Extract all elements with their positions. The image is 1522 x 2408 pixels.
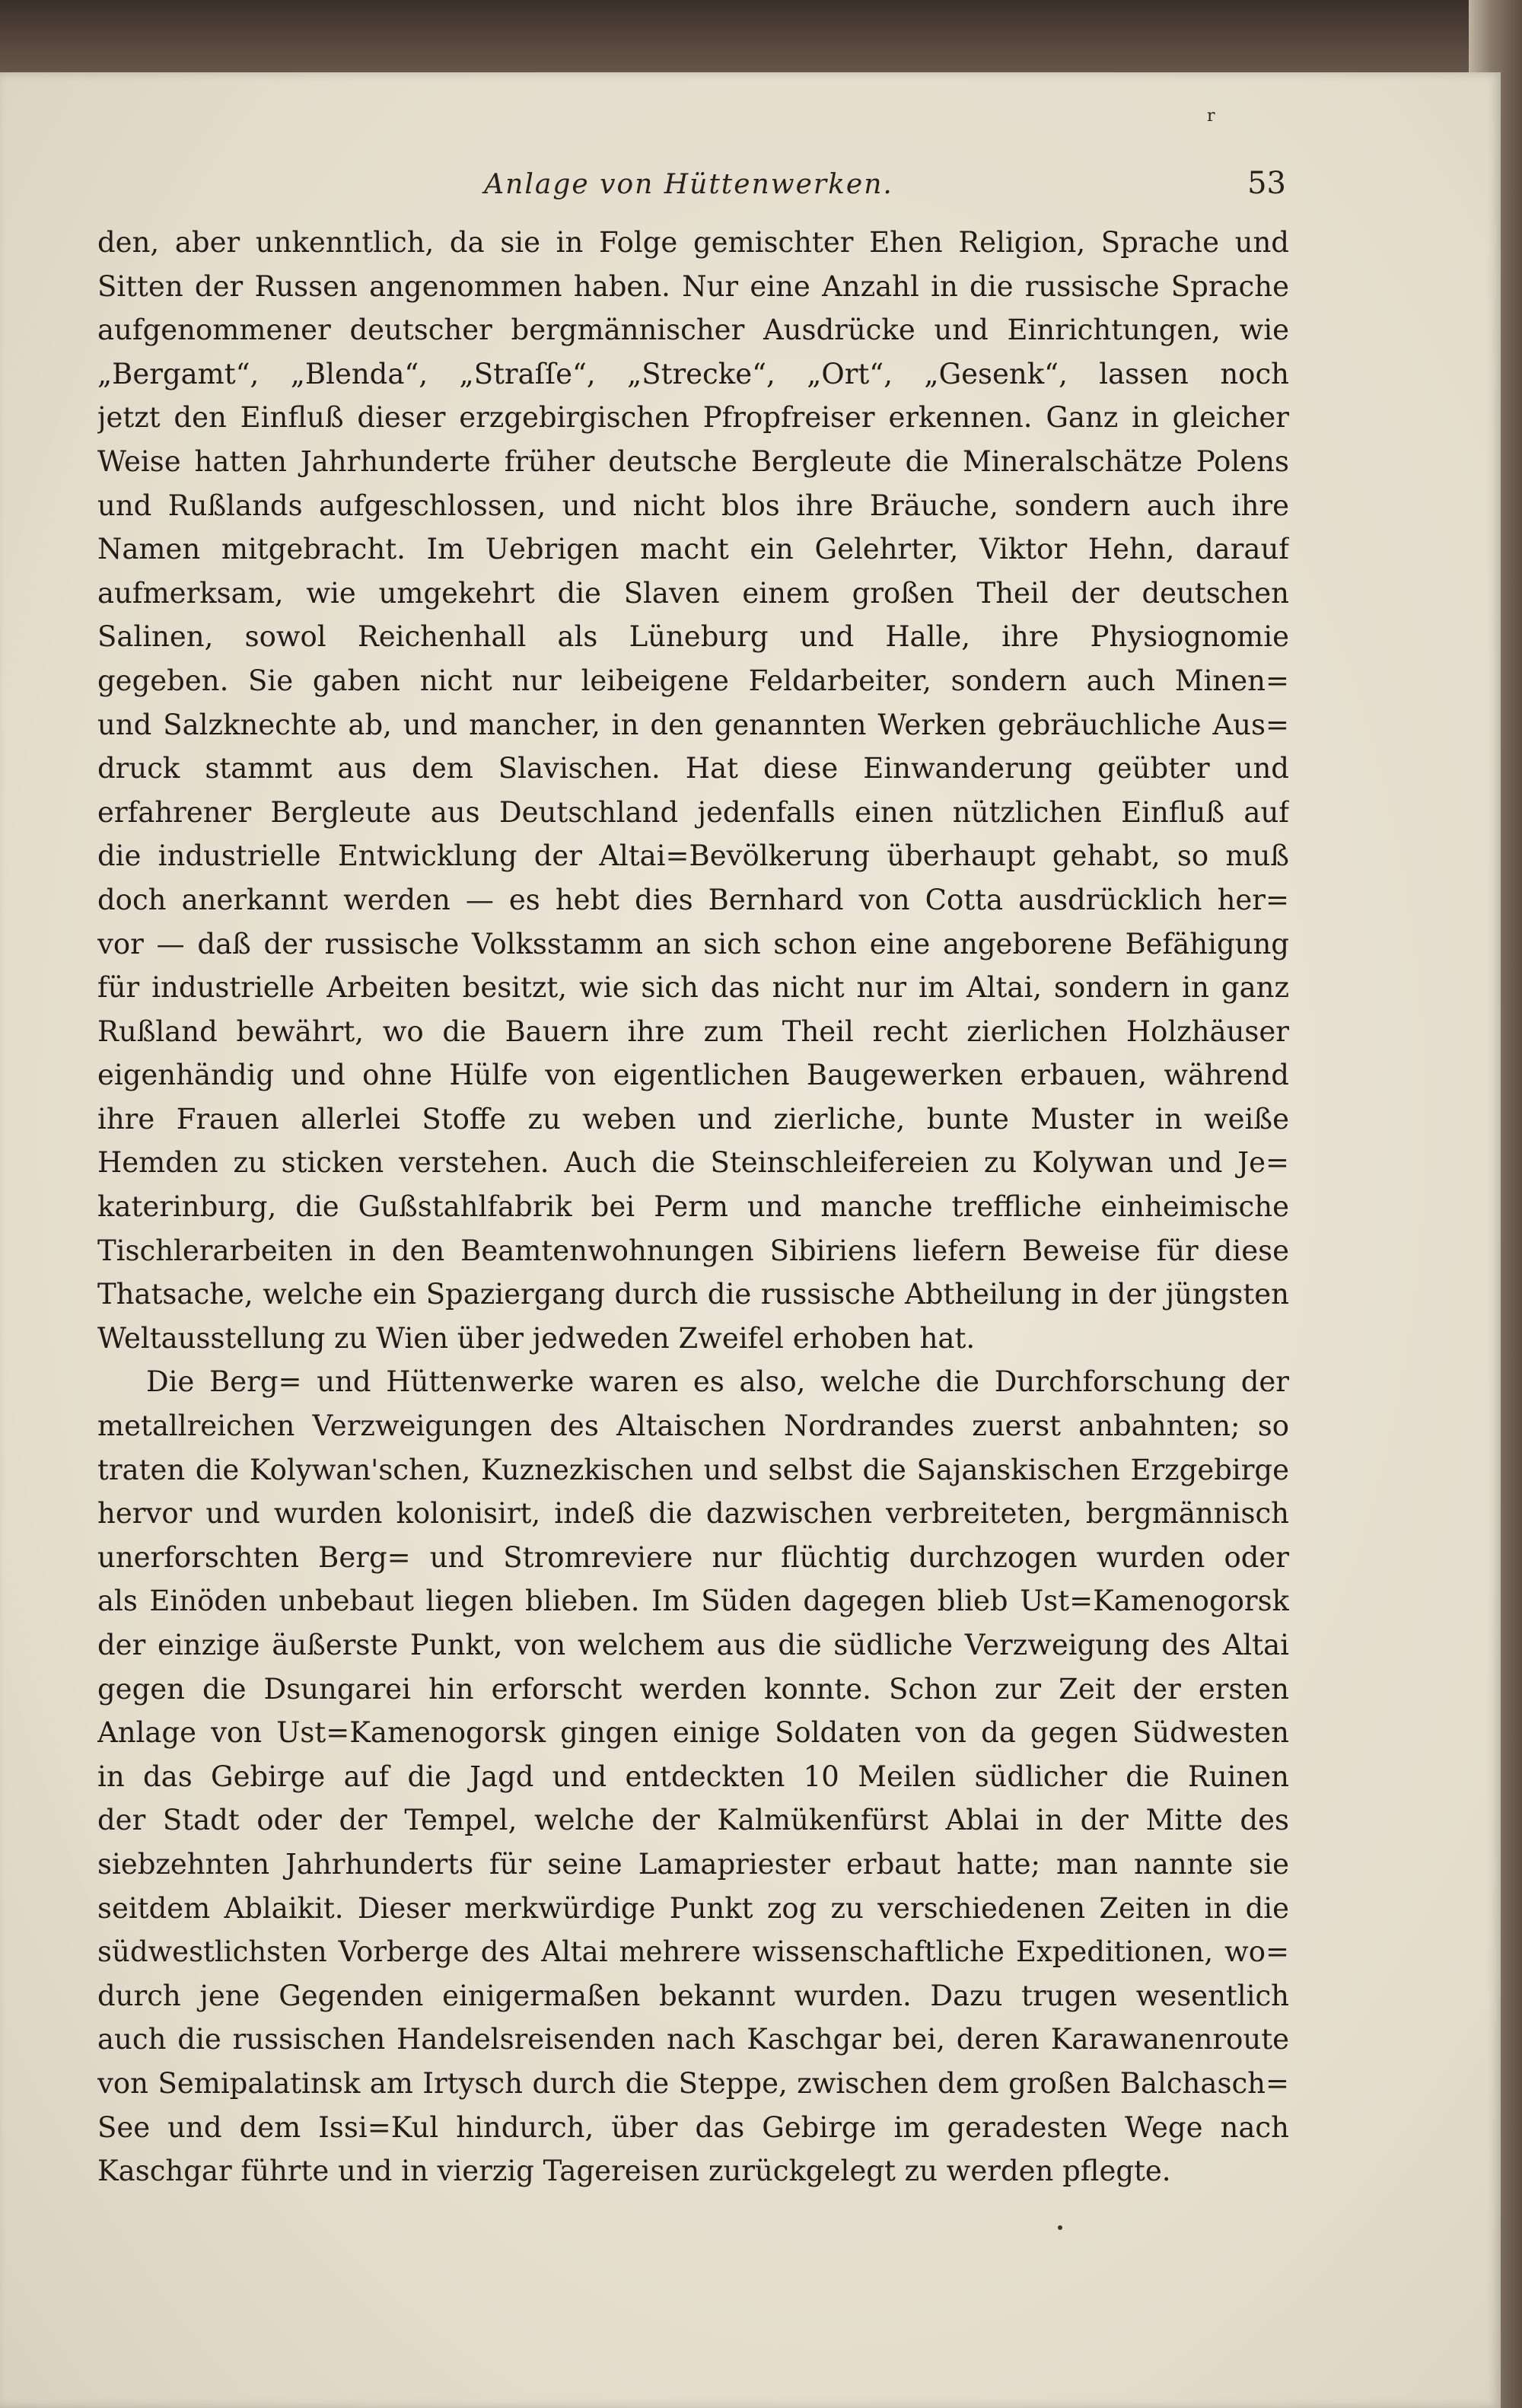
corner-mark: r — [1207, 107, 1215, 126]
text-line: aufgenommener deutscher bergmännischer Ausdrücke und Einrichtungen, wie — [97, 314, 1289, 347]
text-line: Sitten der Russen angenommen haben. Nur eine Anzahl in die russische Sprache — [97, 269, 1289, 303]
running-title: Anlage von Hüttenwerken. — [484, 169, 893, 200]
text-line: eigenhändig und ohne Hülfe von eigentlichen Baugewerken erbauen, während — [97, 1059, 1289, 1092]
text-line: metallreichen Verzweigungen des Altaischen Nordrandes zuerst anbahnten; so — [97, 1409, 1289, 1443]
text-line: Rußland bewährt, wo die Bauern ihre zum Theil recht zierlichen Holzhäuser — [97, 1014, 1289, 1048]
text-line: Hemden zu sticken verstehen. Auch die Steinschleifereien zu Kolywan und Je= — [97, 1146, 1289, 1180]
text-line: druck stammt aus dem Slavischen. Hat diese Einwanderung geübter und — [97, 752, 1289, 785]
text-line: jetzt den Einfluß dieser erzgebirgischen Pfropfreiser erkennen. Ganz in gleicher — [97, 401, 1289, 435]
text-line: und Salzknechte ab, und mancher, in den genannten Werken gebräuchliche Aus= — [97, 708, 1289, 741]
paragraph-2 — [97, 1360, 1289, 2193]
text-line: Thatsache, welche ein Spaziergang durch die russische Abtheilung in der jüngsten — [97, 1278, 1289, 1311]
text-line: doch anerkannt werden — es hebt dies Bernhard von Cotta ausdrücklich her= — [97, 883, 1289, 916]
text-line: vor — daß der russische Volksstamm an sich schon eine angeborene Befähigung — [97, 927, 1289, 960]
text-line: „Bergamt“, „Blenda“, „Straſſe“, „Strecke“, „Ort“, „Gesenk“, lassen noch — [97, 357, 1289, 390]
text-line: auch die russischen Handelsreisenden nach Kaschgar bei, deren Karawanenroute — [97, 2023, 1289, 2056]
text-line: seitdem Ablaikit. Dieser merkwürdige Punkt zog zu verschiedenen Zeiten in die — [97, 1891, 1289, 1925]
page-header — [91, 166, 1286, 207]
text-line: die industrielle Entwicklung der Altai=Bevölkerung überhaupt gehabt, so muß — [97, 839, 1289, 873]
text-line: hervor und wurden kolonisirt, indeß die dazwischen verbreiteten, bergmännisch — [97, 1497, 1289, 1530]
text-line: aufmerksam, wie umgekehrt die Slaven einem großen Theil der deutschen — [97, 576, 1289, 610]
text-line: von Semipalatinsk am Irtysch durch die Steppe, zwischen dem großen Balchasch= — [97, 2066, 1289, 2100]
text-line: gegen die Dsungarei hin erforscht werden konnte. Schon zur Zeit der ersten — [97, 1672, 1289, 1706]
text-line: Kaschgar führte und in vierzig Tagereisen zurückgelegt zu werden pflegte. — [97, 2155, 1171, 2188]
text-line: der Stadt oder der Tempel, welche der Kalmükenfürst Ablai in der Mitte des — [97, 1804, 1289, 1837]
text-line: ihre Frauen allerlei Stoffe zu weben und zierliche, bunte Muster in weiße — [97, 1102, 1289, 1136]
page-number: 53 — [1247, 166, 1286, 201]
text-line: gegeben. Sie gaben nicht nur leibeigene Feldarbeiter, sondern auch Minen= — [97, 664, 1289, 697]
text-line: See und dem Issi=Kul hindurch, über das Gebirge im geradesten Wege nach — [97, 2110, 1289, 2144]
text-line: erfahrener Bergleute aus Deutschland jedenfalls einen nützlichen Einfluß auf — [97, 795, 1289, 829]
text-line: durch jene Gegenden einigermaßen bekannt wurden. Dazu trugen wesentlich — [97, 1979, 1289, 2012]
text-line: Salinen, sowol Reichenhall als Lüneburg und Halle, ihre Physiognomie — [97, 620, 1289, 654]
text-line: siebzehnten Jahrhunderts für seine Lamapriester erbaut hatte; man nannte sie — [97, 1847, 1289, 1881]
text-line: Die Berg= und Hüttenwerke waren es also, welche die Durchforschung der — [146, 1365, 1289, 1399]
text-line: den, aber unkenntlich, da sie in Folge gemischter Ehen Religion, Sprache und — [97, 226, 1289, 259]
scan-background — [0, 0, 1522, 84]
text-line: Tischlerarbeiten in den Beamtenwohnungen Sibiriens liefern Beweise für diese — [97, 1234, 1289, 1267]
text-line: Namen mitgebracht. Im Uebrigen macht ein Gelehrter, Viktor Hehn, darauf — [97, 533, 1289, 566]
text-line: Weltausstellung zu Wien über jedweden Zweifel erhoben hat. — [97, 1321, 976, 1355]
text-line: der einzige äußerste Punkt, von welchem aus die südliche Verzweigung des Altai — [97, 1629, 1289, 1661]
text-line: in das Gebirge auf die Jagd und entdeckten 10 Meilen südlicher die Ruinen — [97, 1760, 1289, 1793]
text-line: Anlage von Ust=Kamenogorsk gingen einige Soldaten von da gegen Südwesten — [97, 1716, 1289, 1750]
text-line: Weise hatten Jahrhunderte früher deutsche Bergleute die Mineralschätze Polens — [97, 444, 1289, 478]
text-line: katerinburg, die Gußstahlfabrik bei Perm und manche treffliche einheimische — [97, 1190, 1289, 1224]
paragraph-1 — [97, 221, 1289, 1360]
text-line: und Rußlands aufgeschlossen, und nicht blos ihre Bräuche, sondern auch ihre — [97, 489, 1289, 522]
body-text — [97, 221, 1289, 2193]
text-line: als Einöden unbebaut liegen blieben. Im Süden dagegen blieb Ust=Kamenogorsk — [97, 1585, 1289, 1618]
text-line: südwestlichsten Vorberge des Altai mehrere wissenschaftliche Expeditionen, wo= — [97, 1935, 1289, 1969]
ink-speck — [1058, 2225, 1062, 2230]
text-line: unerforschten Berg= und Stromreviere nur flüchtig durchzogen wurden oder — [97, 1540, 1289, 1574]
text-line: für industrielle Arbeiten besitzt, wie sich das nicht nur im Altai, sondern in ganz — [97, 971, 1289, 1005]
text-line: traten die Kolywan'schen, Kuznezkischen und selbst die Sajanskischen Erzgebirge — [97, 1453, 1289, 1486]
